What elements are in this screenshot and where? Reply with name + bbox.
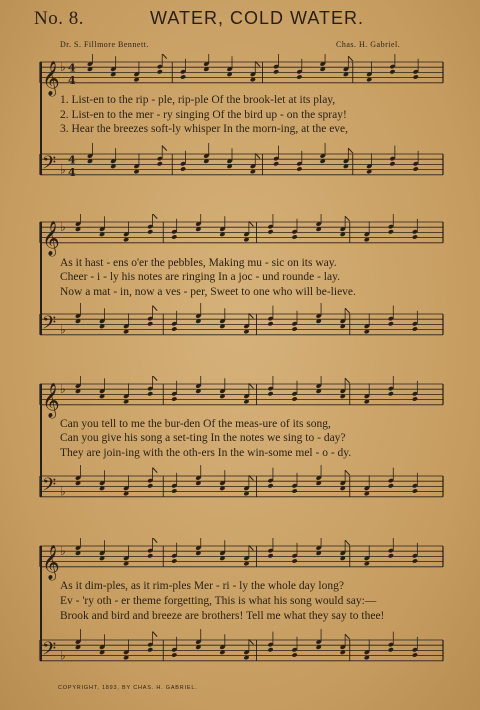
note-flag: [153, 468, 158, 473]
time-signature-icon: 4: [68, 153, 76, 167]
note-flag: [345, 634, 350, 639]
note-head-icon: [412, 234, 418, 239]
note-head-icon: [267, 321, 273, 326]
note-head-icon: [147, 229, 153, 234]
note-head-icon: [147, 321, 153, 326]
note-flag: [345, 378, 350, 383]
lyric-line: Can you give his song a set-ting In the notes we sing to - day?: [60, 432, 346, 444]
time-signature-icon: 4: [68, 61, 76, 75]
note-head-icon: [267, 647, 273, 652]
note-head-icon: [171, 488, 177, 493]
flat-icon: ♭: [60, 484, 66, 499]
staff-lines: [40, 384, 443, 405]
lyric-line: Ev - 'ry oth - er theme forgetting, This is what his song would say:—: [60, 595, 377, 607]
flat-icon: ♭: [60, 220, 66, 235]
flat-icon: ♭: [60, 648, 66, 663]
note-head-icon: [171, 396, 177, 401]
note-head-icon: [292, 396, 298, 401]
note-flag: [345, 540, 350, 545]
copyright-notice: COPYRIGHT, 1893, BY CHAS. H. GABRIEL.: [58, 685, 198, 691]
note-flag: [153, 538, 158, 543]
bass-staff-3: [0, 464, 480, 512]
staff-lines: [40, 476, 443, 497]
treble-staff-2: [0, 214, 480, 258]
flat-icon: ♭: [60, 322, 66, 337]
note-head-icon: [412, 652, 418, 657]
note-flag: [345, 470, 350, 475]
treble-clef-icon: 𝄞: [42, 220, 60, 256]
note-flag: [162, 54, 167, 59]
staff-lines: [40, 640, 443, 661]
bass-clef-icon: 𝄢: [42, 638, 57, 664]
note-head-icon: [180, 166, 186, 171]
note-head-icon: [388, 553, 394, 558]
note-head-icon: [389, 69, 395, 74]
note-head-icon: [267, 553, 273, 558]
note-head-icon: [388, 483, 394, 488]
treble-staff-4: [0, 538, 480, 582]
lyric-line: Brook and bird and breeze are brothers! Tell me what they say to thee!: [60, 610, 385, 622]
hymn-number: No. 8.: [34, 8, 84, 29]
note-head-icon: [388, 321, 394, 326]
bass-staff-1: [0, 142, 480, 190]
note-head-icon: [147, 391, 153, 396]
bass-clef-icon: 𝄢: [42, 152, 57, 178]
note-head-icon: [292, 234, 298, 239]
lyricist-credit: Dr. S. Fillmore Bennett.: [60, 40, 149, 49]
lyric-line: 3. Hear the breezes soft-ly whisper In the morn-ing, at the eve,: [60, 123, 349, 135]
lyric-line: Cheer - i - ly his notes are ringing In a joc - und rounde - lay.: [60, 271, 340, 283]
composer-credit: Chas. H. Gabriel.: [336, 40, 401, 49]
note-head-icon: [267, 229, 273, 234]
note-head-icon: [171, 558, 177, 563]
lyric-line: 2. List-en to the mer - ry singing Of the bird up - on the spray!: [60, 109, 347, 121]
note-head-icon: [412, 488, 418, 493]
lyric-line: As it dim-ples, as it rim-ples Mer - ri - ly the whole day long?: [60, 580, 344, 592]
bass-clef-icon: 𝄢: [42, 474, 57, 500]
lyric-line: Now a mat - in, now a ves - per, Sweet to one who will be-lieve.: [60, 286, 356, 298]
lyric-line: Can you tell to me the bur-den Of the meas-ure of its song,: [60, 418, 331, 430]
note-head-icon: [147, 647, 153, 652]
lyric-line: As it hast - ens o'er the pebbles, Making mu - sic on its way.: [60, 257, 337, 269]
note-head-icon: [296, 166, 302, 171]
treble-clef-icon: 𝄞: [42, 544, 60, 580]
time-signature-icon: 4: [68, 73, 76, 87]
note-head-icon: [273, 161, 279, 166]
treble-clef-icon: 𝄞: [42, 60, 60, 96]
note-head-icon: [171, 234, 177, 239]
note-head-icon: [292, 488, 298, 493]
system-brace: [40, 546, 42, 661]
note-flag: [153, 376, 158, 381]
note-flag: [348, 56, 353, 61]
note-head-icon: [412, 326, 418, 331]
staff-lines: [40, 546, 443, 567]
note-flag: [345, 216, 350, 221]
note-head-icon: [388, 391, 394, 396]
note-head-icon: [147, 553, 153, 558]
system-brace: [40, 62, 42, 175]
system-brace: [40, 222, 42, 335]
note-head-icon: [413, 166, 419, 171]
note-head-icon: [388, 647, 394, 652]
staff-lines: [40, 314, 443, 335]
system-brace: [40, 384, 42, 497]
note-head-icon: [292, 652, 298, 657]
note-head-icon: [267, 391, 273, 396]
note-head-icon: [389, 161, 395, 166]
treble-staff-1: [0, 54, 480, 98]
note-head-icon: [292, 558, 298, 563]
staff-lines: [40, 154, 443, 175]
note-head-icon: [171, 326, 177, 331]
note-head-icon: [157, 69, 163, 74]
staff-lines: [40, 62, 443, 83]
note-head-icon: [267, 483, 273, 488]
bass-staff-2: [0, 302, 480, 350]
note-head-icon: [157, 161, 163, 166]
flat-icon: ♭: [60, 382, 66, 397]
flat-icon: ♭: [60, 162, 66, 177]
note-head-icon: [413, 74, 419, 79]
treble-clef-icon: 𝄞: [42, 382, 60, 418]
note-flag: [162, 146, 167, 151]
note-flag: [348, 148, 353, 153]
bass-clef-icon: 𝄢: [42, 312, 57, 338]
flat-icon: ♭: [60, 544, 66, 559]
note-head-icon: [296, 74, 302, 79]
note-head-icon: [180, 74, 186, 79]
note-head-icon: [147, 483, 153, 488]
time-signature-icon: 4: [68, 165, 76, 179]
note-head-icon: [292, 326, 298, 331]
note-head-icon: [412, 396, 418, 401]
note-head-icon: [273, 69, 279, 74]
hymn-title: WATER, COLD WATER.: [150, 8, 364, 28]
staff-lines: [40, 222, 443, 243]
note-head-icon: [412, 558, 418, 563]
note-flag: [153, 214, 158, 219]
bass-staff-4: [0, 628, 480, 676]
lyric-line: They are join-ing with the oth-ers In the win-some mel - o - dy.: [60, 447, 352, 459]
note-flag: [153, 632, 158, 637]
lyric-line: 1. List-en to the rip - ple, rip-ple Of the brook-let at its play,: [60, 94, 336, 106]
note-head-icon: [388, 229, 394, 234]
treble-staff-3: [0, 376, 480, 420]
note-head-icon: [171, 652, 177, 657]
note-flag: [345, 308, 350, 313]
note-flag: [153, 306, 158, 311]
flat-icon: ♭: [60, 60, 66, 75]
